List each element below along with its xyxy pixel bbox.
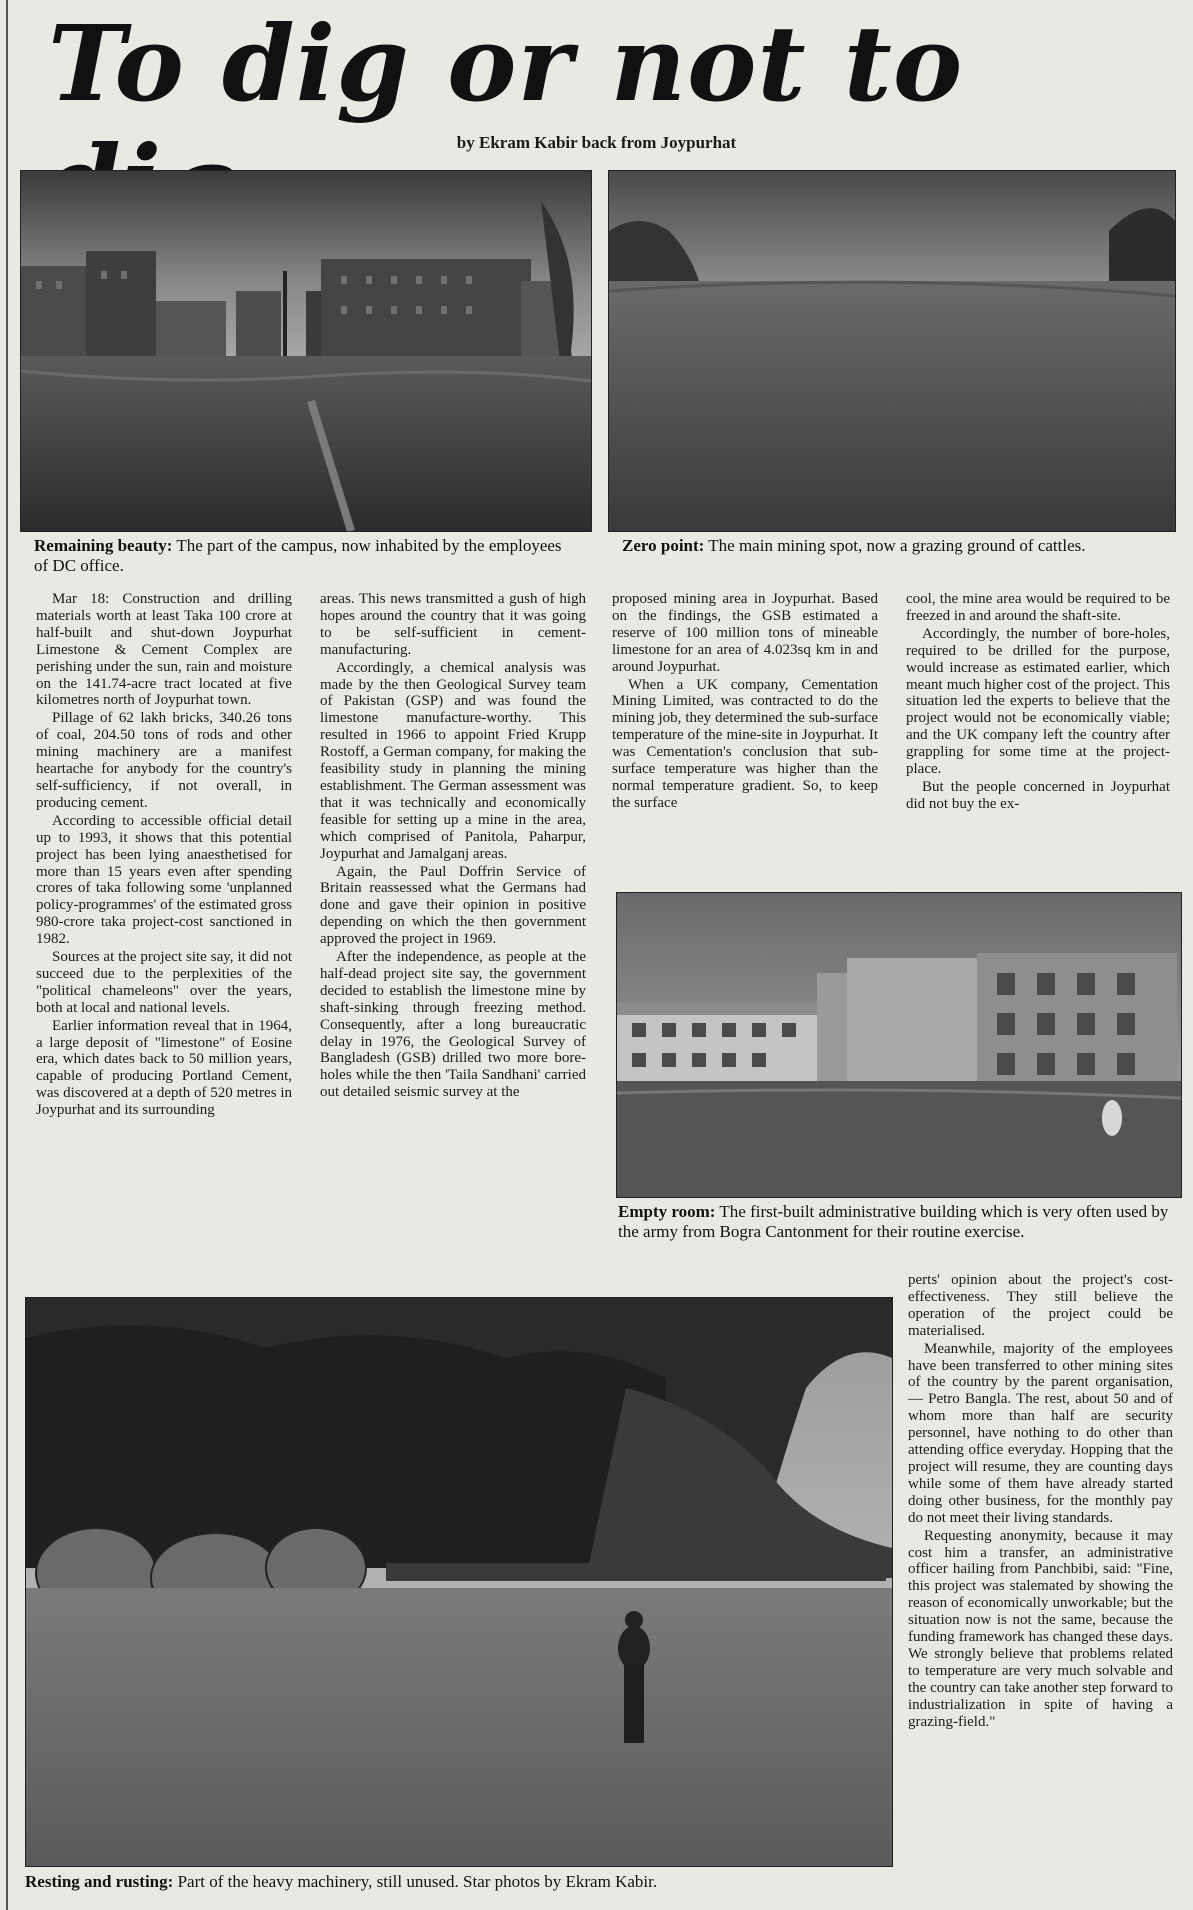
- caption-zero-point-text: The main mining spot, now a grazing ground of cattles.: [708, 536, 1086, 555]
- caption-machinery-text: Part of the heavy machinery, still unused. Star photos by Ekram Kabir.: [177, 1872, 658, 1891]
- col1-para: Mar 18: Construction and drilling materials worth at least Taka 100 crore at half-built and shut-down Joypurhat Limestone & Cement Complex are perishing under the sun, rain and moisture on the 141.74-acre tract located at five kilometres north of Joypurhat town.: [36, 591, 292, 709]
- photo-machinery: [25, 1297, 893, 1867]
- column-rule: [6, 0, 8, 1910]
- caption-campus: [34, 536, 574, 576]
- col4-para: But the people concerned in Joypurhat did not buy the ex-: [906, 778, 1170, 812]
- col3-para: proposed mining area in Joypurhat. Based on the findings, the GSB estimated a reserve of 100 million tons of mineable limestone for an area of 4.023sq km in and around Joypurhat.: [612, 591, 878, 675]
- col2-para: After the independence, as people at the half-dead project site say, the government decided to establish the limestone mine by shaft-sinking through freezing method. Consequently, after a long bureaucratic delay in 1976, the Geological Survey of Bangladesh (GSB) drilled two more bore-holes while the then 'Taila Sandhani' carried out detailed seismic survey at the: [320, 949, 586, 1101]
- article-column-1: [36, 591, 292, 1289]
- col2-para: Accordingly, a chemical analysis was made by the then Geological Survey team of Pakistan (GSP) and was found the limestone manufacture-worthy. This resulted in 1966 to appoint Fried Krupp Rostoff, a German company, for making the feasibility study in planning the mining establishment. The German assessment was that it was technically and economically feasible for setting up a mine in the area, which comprised of Panitola, Paharpur, Joypurhat and Jamalganj areas.: [320, 659, 586, 862]
- article-column-4: [906, 591, 1170, 881]
- photo-zero-point: [608, 170, 1176, 532]
- caption-admin-building-title: Empty room:: [618, 1202, 716, 1221]
- caption-zero-point-title: Zero point:: [622, 536, 705, 555]
- photo-campus: [20, 170, 592, 532]
- byline: by Ekram Kabir back from Joypurhat: [456, 133, 737, 152]
- col2-para: Again, the Paul Doffrin Service of Britain reassessed what the Germans had done and gave their opinion in positive depending on which the then government approved the project in 1969.: [320, 863, 586, 948]
- col4-para: Accordingly, the number of bore-holes, required to be drilled for the purpose, would increase as estimated earlier, which meant much higher cost of the project. This situation led the experts to believe that the project would not be economically viable; and the UK company left the country after grappling for some time at the project-place.: [906, 625, 1170, 778]
- article-column-2: [320, 591, 586, 1289]
- headline: To dig or not to: [48, 2, 964, 125]
- col5-para: perts' opinion about the project's cost-effectiveness. They still believe the operation of the project could be materialised.: [908, 1272, 1173, 1339]
- col2-para: areas. This news transmitted a gush of high hopes around the country that it was going to be self-sufficient in cement-manufacturing.: [320, 591, 586, 658]
- article-column-5: [908, 1272, 1173, 1904]
- col1-para: Earlier information reveal that in 1964, a large deposit of "limestone" of Eosine era, which dates back to 50 million years, capable of producing Portland Cement, was discovered at a depth of 520 metres in Joypurhat and its surrounding: [36, 1017, 292, 1119]
- col1-para: According to accessible official detail up to 1993, it shows that this potential project has been lying anaesthetised for more than 15 years even after spending crores of taka following some 'unplanned policy-programmes' of the estimated gross 980-crore taka project-cost sanctioned in 1982.: [36, 812, 292, 948]
- col3-para: When a UK company, Cementation Mining Limited, was contracted to do the mining job, they determined the sub-surface temperature of the mine-site in Joypurhat. It was Cementation's conclusion that sub-surface temperature was higher than the normal temperature gradient. So, to keep the surface: [612, 676, 878, 811]
- article-column-3: [612, 591, 878, 881]
- caption-machinery-title: Resting and rusting:: [25, 1872, 174, 1891]
- caption-admin-building-text: The first-built administrative building which is very often used by the army from Bogra Cantonment for their routine exercise.: [618, 1202, 1169, 1241]
- caption-machinery: [25, 1872, 895, 1892]
- photo-admin-building: [616, 892, 1182, 1198]
- caption-campus-text: The part of the campus, now inhabited by the employees of DC office.: [34, 536, 562, 575]
- caption-admin-building: [618, 1202, 1173, 1242]
- col1-para: Sources at the project site say, it did not succeed due to the perplexities of the "political chameleons" over the years, both at local and national levels.: [36, 949, 292, 1016]
- caption-zero-point: [622, 536, 1162, 556]
- col4-para: cool, the mine area would be required to be freezed in and around the shaft-site.: [906, 591, 1170, 624]
- caption-campus-title: Remaining beauty:: [34, 536, 173, 555]
- col5-para: Requesting anonymity, because it may cost him a transfer, an administrative officer hailing from Panchbibi, said: "Fine, this project was stalemated by showing the reason of economically unworkable; but the situation now is not the same, because the funding framework has changed these days. We strongly believe that problems related to temperature are very much solvable and the country can take another step forward to industrialization in spite of having a grazing-field.": [908, 1527, 1173, 1730]
- col1-para: Pillage of 62 lakh bricks, 340.26 tons of coal, 204.50 tons of rods and other mining machinery are a manifest heartache for anybody for the country's self-sufficiency, if not overall, in producing cement.: [36, 710, 292, 811]
- col5-para: Meanwhile, majority of the employees have been transferred to other mining sites of the country by the parent organisation, — Petro Bangla. The rest, about 50 and of whom more than half are security personnel, have nothing to do other than attending office everyday. Hopping that the project will resume, they are counting days while some of them have already started doing other business, for the monthly pay do not meet their living standards.: [908, 1340, 1173, 1526]
